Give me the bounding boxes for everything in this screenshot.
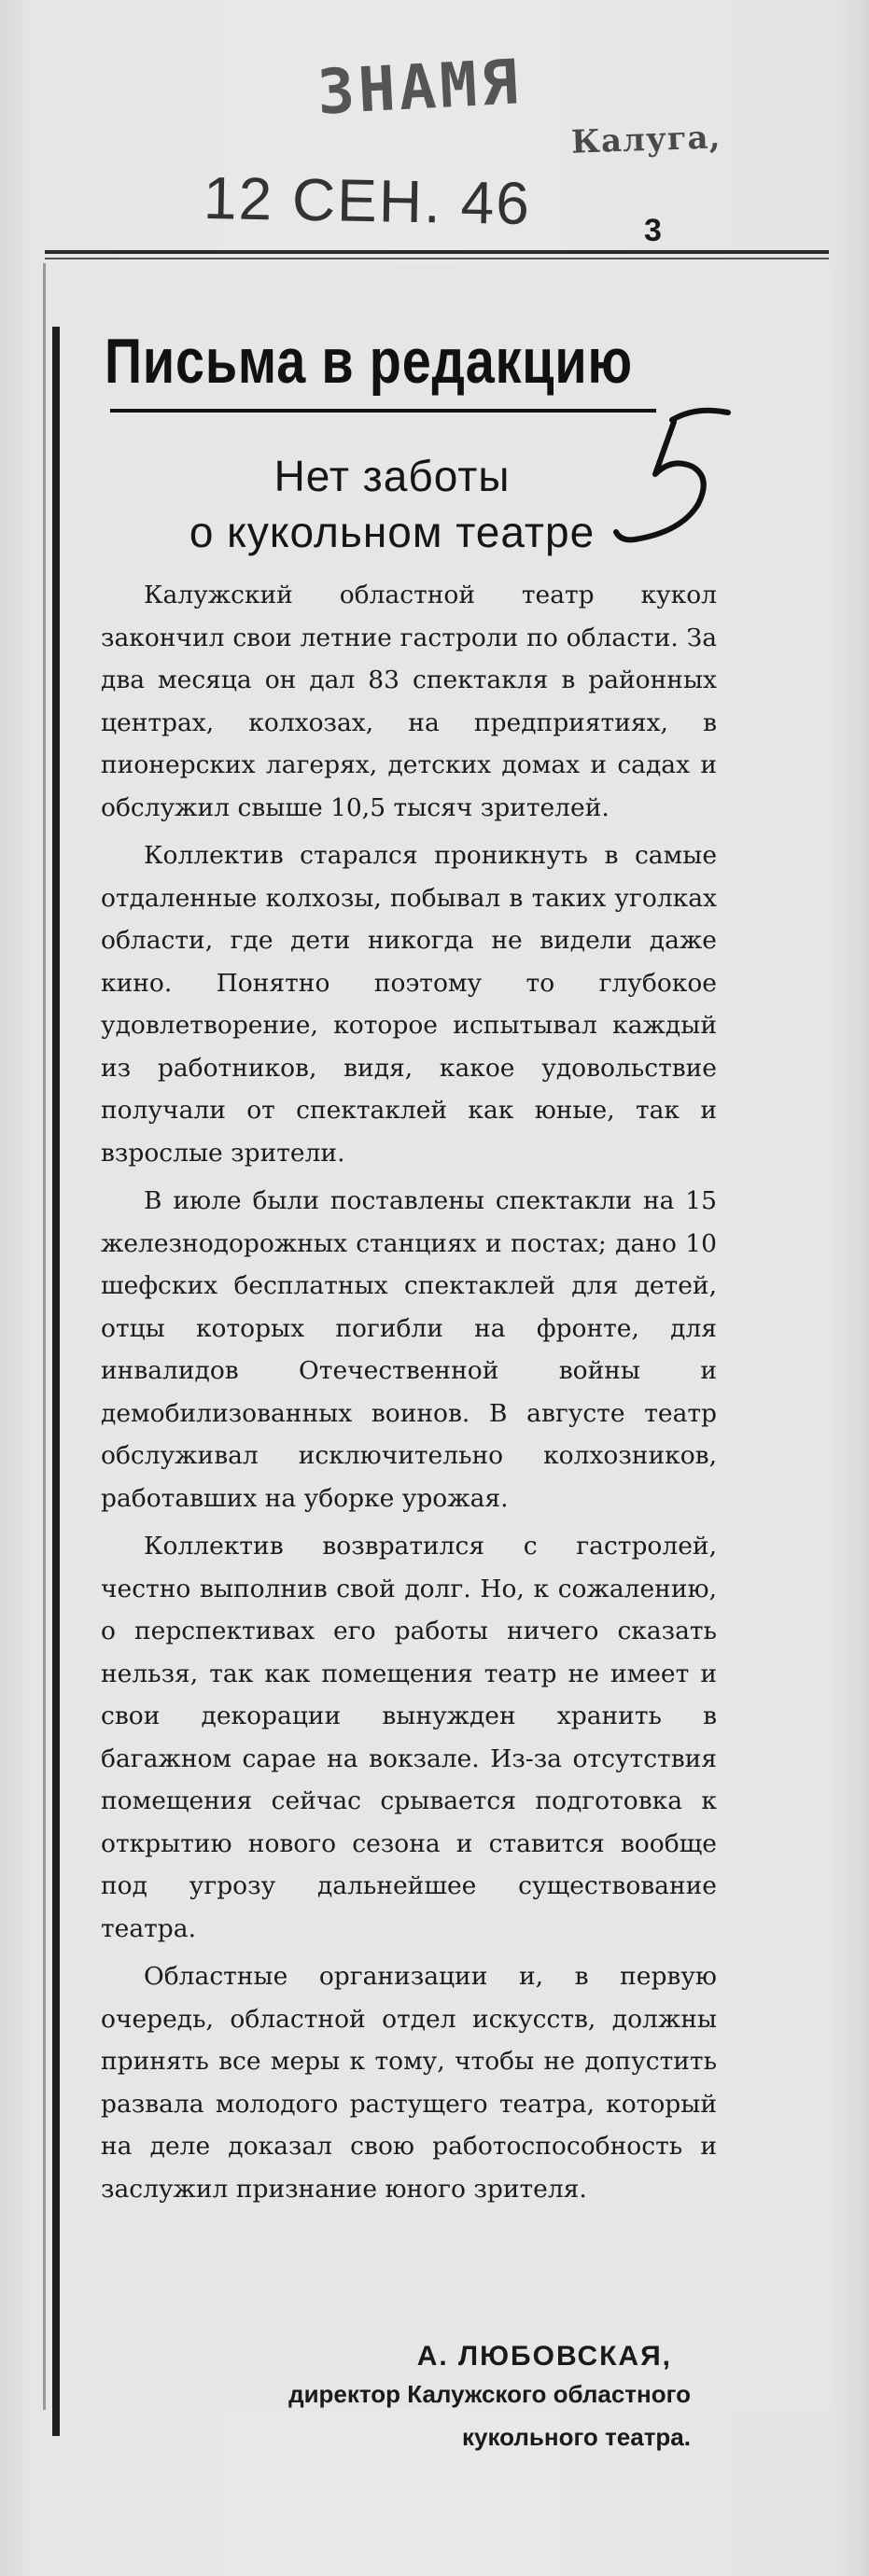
title-line-2: о кукольном театре bbox=[189, 508, 596, 556]
paragraph: Коллектив старался проникнуть в самые отдаленные колхозы, побывал в таких уголках области, где дети никогда не видели даже кино. Понятно поэтому то глубокое удовлетворение, которое испытывал каждый из работников, видя, какое удовольствие получали от спектаклей как юные, так и взрослые зрители. bbox=[101, 841, 717, 1168]
article-body bbox=[101, 574, 717, 2216]
date-stamp: 12 СЕН. 46 bbox=[203, 163, 532, 238]
author-position-line-2: кукольного театра. bbox=[461, 2423, 691, 2451]
header-rule-thin bbox=[45, 258, 829, 259]
title-line-1: Нет заботы bbox=[273, 452, 511, 500]
author-position-line-1: директор Калужского областного bbox=[288, 2380, 691, 2408]
paragraph: Калужский областной театр кукол закончил свои летние гастроли по области. За два месяца он дал 83 спектакля в районных центрах, колхозах, на предприятиях, в пионерских лагерях, детских домах и садах и обслужил свыше 10,5 тысяч зрителей. bbox=[101, 581, 717, 822]
author-name: А. ЛЮБОВСКАЯ, bbox=[416, 2341, 672, 2372]
paragraph: В июле были поставлены спектакли на 15 железнодорожных станциях и постах; дано 10 шефских бесплатных спектаклей для детей, отцы которых погибли на фронте, для инвалидов Отечественной войны и демобилизованных воинов. В августе театр обслуживал исключительно колхозников, работавших на уборке урожая. bbox=[101, 1186, 717, 1513]
rubric-underline bbox=[110, 409, 656, 413]
paragraph: Коллектив возвратился с гастролей, честно выполнив свой долг. Но, к сожалению, о перспективах его работы ничего сказать нельзя, так как помещения театр не имеет и свои декорации вынужден хранить в багажном сарае на вокзале. Из-за отсутствия помещения сейчас срывается подготовка к открытию нового сезона и ставится вообще под угрозу дальнейшее существование театра. bbox=[101, 1532, 717, 1943]
header-rule bbox=[45, 250, 829, 254]
rubric-heading: Письма в редакцию bbox=[105, 326, 633, 397]
city-stamp: Калуга, bbox=[570, 119, 722, 161]
paragraph: Областные организации и, в первую очередь, областной отдел искусств, должны принять все меры к тому, чтобы не допустить развала молодого растущего театра, который на деле доказал свою работоспособность и заслужил признание юного зрителя. bbox=[101, 1962, 717, 2204]
newspaper-stamp: ЗНАМЯ bbox=[315, 46, 524, 129]
article-title bbox=[121, 448, 663, 560]
handwritten-five-mark bbox=[607, 401, 747, 551]
page-number: 3 bbox=[644, 213, 662, 248]
signature-block bbox=[168, 2341, 691, 2458]
column-bar bbox=[52, 327, 60, 2436]
